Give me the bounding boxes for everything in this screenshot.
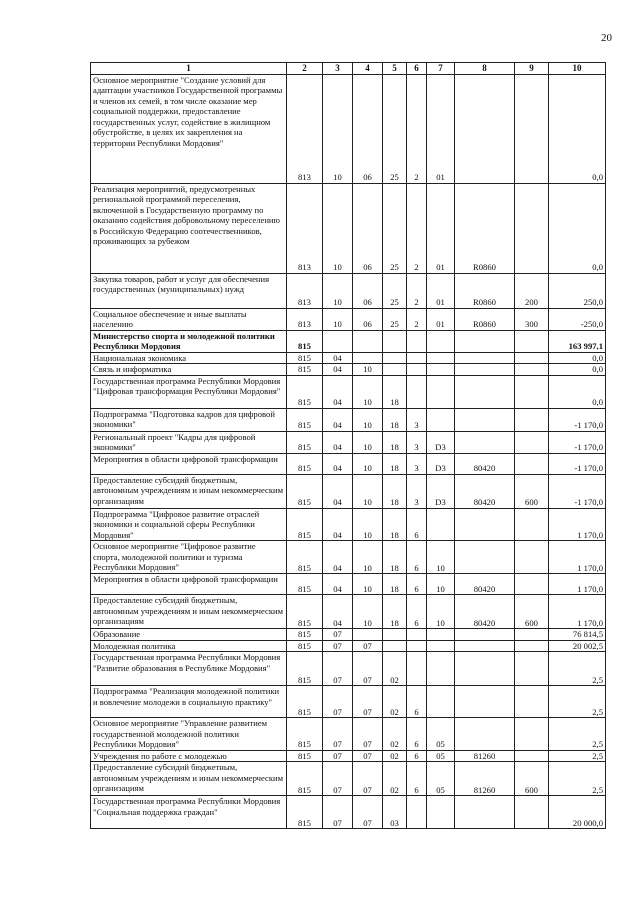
cell-amount: -250,0 (549, 308, 606, 330)
cell-admin-code: 815 (287, 541, 323, 574)
cell-program: 25 (383, 183, 407, 273)
cell-event (427, 640, 455, 652)
cell-program: 18 (383, 431, 407, 453)
cell-amount: -1 170,0 (549, 408, 606, 431)
row-name: Подпрограмма "Реализация молодежной политики и вовлечение молодежи в социальную практику" (91, 686, 287, 718)
cell-subprogram: 3 (407, 431, 427, 453)
row-name: Государственная программа Республики Мордовия "Социальная поддержка граждан" (91, 796, 287, 829)
header-cell: 2 (287, 63, 323, 75)
cell-admin-code: 815 (287, 686, 323, 718)
cell-event (427, 375, 455, 408)
row-name: Государственная программа Республики Мордовия "Цифровая трансформация Республики Мордовия" (91, 375, 287, 408)
table-row (91, 541, 606, 574)
cell-subsection: 07 (353, 652, 383, 686)
cell-section: 07 (323, 796, 353, 829)
row-name: Региональный проект "Кадры для цифровой экономики" (91, 431, 287, 453)
cell-event (427, 796, 455, 829)
cell-section: 04 (323, 431, 353, 453)
row-name: Предоставление субсидий бюджетным, автономным учреждениям и иным некоммерческим организациям (91, 762, 287, 796)
table-row (91, 652, 606, 686)
cell-admin-code: 815 (287, 629, 323, 641)
cell-section: 04 (323, 574, 353, 595)
cell-event (427, 330, 455, 352)
cell-subprogram: 2 (407, 308, 427, 330)
cell-subsection: 07 (353, 718, 383, 751)
cell-admin-code: 813 (287, 74, 323, 183)
cell-direction (455, 796, 515, 829)
cell-subprogram: 6 (407, 750, 427, 762)
cell-expense-type: 200 (515, 273, 549, 308)
cell-admin-code: 815 (287, 750, 323, 762)
cell-amount: 1 170,0 (549, 508, 606, 541)
table-row (91, 273, 606, 308)
cell-subsection: 06 (353, 308, 383, 330)
cell-direction (455, 629, 515, 641)
row-name: Подпрограмма "Цифровое развитие отраслей экономики и социальной сферы Республики Мордовия" (91, 508, 287, 541)
cell-expense-type: 600 (515, 762, 549, 796)
header-cell: 8 (455, 63, 515, 75)
row-name: Подпрограмма "Подготовка кадров для цифровой экономики" (91, 408, 287, 431)
cell-program: 18 (383, 408, 407, 431)
cell-amount: 0,0 (549, 183, 606, 273)
cell-subprogram: 2 (407, 273, 427, 308)
row-name: Государственная программа Республики Мордовия "Развитие образования в Республике Мордовия" (91, 652, 287, 686)
cell-direction: 80420 (455, 595, 515, 629)
cell-amount: 2,5 (549, 652, 606, 686)
header-cell: 4 (353, 63, 383, 75)
cell-admin-code: 815 (287, 652, 323, 686)
cell-section: 04 (323, 408, 353, 431)
cell-expense-type (515, 640, 549, 652)
cell-section: 10 (323, 74, 353, 183)
header-cell: 5 (383, 63, 407, 75)
header-cell: 6 (407, 63, 427, 75)
cell-expense-type (515, 629, 549, 641)
cell-program: 18 (383, 508, 407, 541)
budget-table (90, 62, 606, 829)
cell-direction: R0860 (455, 273, 515, 308)
cell-expense-type (515, 364, 549, 376)
cell-expense-type (515, 431, 549, 453)
cell-program: 02 (383, 750, 407, 762)
cell-section: 07 (323, 640, 353, 652)
table-row (91, 718, 606, 751)
cell-event: 10 (427, 595, 455, 629)
cell-expense-type (515, 453, 549, 474)
header-cell: 10 (549, 63, 606, 75)
table-row (91, 375, 606, 408)
cell-admin-code: 813 (287, 183, 323, 273)
cell-section: 04 (323, 541, 353, 574)
cell-section: 04 (323, 508, 353, 541)
table-row (91, 750, 606, 762)
cell-section (323, 330, 353, 352)
cell-subsection: 06 (353, 183, 383, 273)
cell-event: 10 (427, 541, 455, 574)
table-row (91, 762, 606, 796)
cell-event: 01 (427, 183, 455, 273)
cell-amount: 76 814,5 (549, 629, 606, 641)
cell-direction: 80420 (455, 453, 515, 474)
cell-admin-code: 815 (287, 574, 323, 595)
cell-subprogram: 6 (407, 541, 427, 574)
cell-program: 02 (383, 762, 407, 796)
header-cell: 3 (323, 63, 353, 75)
header-row (91, 63, 606, 75)
cell-program: 18 (383, 574, 407, 595)
cell-program (383, 364, 407, 376)
cell-subsection: 10 (353, 595, 383, 629)
row-name: Образование (91, 629, 287, 641)
cell-program: 18 (383, 474, 407, 508)
row-name: Учреждения по работе с молодежью (91, 750, 287, 762)
cell-event (427, 629, 455, 641)
page-number: 20 (601, 32, 612, 44)
cell-amount: 20 000,0 (549, 796, 606, 829)
cell-direction (455, 74, 515, 183)
cell-direction (455, 541, 515, 574)
cell-subsection: 10 (353, 574, 383, 595)
cell-direction (455, 431, 515, 453)
cell-direction: 80420 (455, 474, 515, 508)
cell-section: 07 (323, 629, 353, 641)
cell-direction (455, 686, 515, 718)
table-row (91, 595, 606, 629)
cell-subsection: 10 (353, 431, 383, 453)
cell-subsection: 06 (353, 273, 383, 308)
cell-section: 07 (323, 652, 353, 686)
cell-amount: 0,0 (549, 375, 606, 408)
cell-program (383, 629, 407, 641)
cell-direction (455, 364, 515, 376)
row-name: Основное мероприятие "Создание условий для адаптации участников Государственной программы и членов их семей, в том числе оказание мер социальной поддержки, предоставление государственных услуг, содействие в жилищном обустройстве, в целях их закрепления на территории Республики Мордовия" (91, 74, 287, 183)
cell-amount: 163 997,1 (549, 330, 606, 352)
cell-program: 02 (383, 718, 407, 751)
table-row (91, 183, 606, 273)
cell-subsection: 07 (353, 640, 383, 652)
table-row (91, 408, 606, 431)
table-row (91, 574, 606, 595)
cell-subprogram (407, 640, 427, 652)
cell-direction (455, 352, 515, 364)
cell-direction: R0860 (455, 308, 515, 330)
header-cell: 7 (427, 63, 455, 75)
cell-subsection (353, 352, 383, 364)
cell-event: 10 (427, 574, 455, 595)
table-row (91, 474, 606, 508)
cell-subprogram: 6 (407, 574, 427, 595)
table-row (91, 364, 606, 376)
cell-amount: 1 170,0 (549, 541, 606, 574)
cell-program: 02 (383, 652, 407, 686)
row-name: Реализация мероприятий, предусмотренных региональной программой переселения, включенной в Государственную программу по оказанию содействия добровольному переселению в Российскую Федерацию соотечественников, проживающих за рубежом (91, 183, 287, 273)
cell-expense-type: 300 (515, 308, 549, 330)
cell-section: 07 (323, 750, 353, 762)
cell-subprogram: 2 (407, 183, 427, 273)
cell-expense-type: 600 (515, 474, 549, 508)
cell-program: 25 (383, 74, 407, 183)
cell-program (383, 640, 407, 652)
table-row (91, 352, 606, 364)
cell-admin-code: 815 (287, 595, 323, 629)
cell-amount: -1 170,0 (549, 431, 606, 453)
cell-amount: 2,5 (549, 750, 606, 762)
table-row (91, 629, 606, 641)
header-cell: 1 (91, 63, 287, 75)
cell-expense-type (515, 796, 549, 829)
cell-amount: -1 170,0 (549, 453, 606, 474)
cell-event: 01 (427, 273, 455, 308)
cell-section: 04 (323, 364, 353, 376)
cell-event: 05 (427, 718, 455, 751)
cell-subprogram: 6 (407, 762, 427, 796)
cell-amount: 1 170,0 (549, 574, 606, 595)
cell-subprogram (407, 330, 427, 352)
cell-program: 18 (383, 541, 407, 574)
cell-event: 05 (427, 762, 455, 796)
cell-amount: 20 002,5 (549, 640, 606, 652)
cell-direction: R0860 (455, 183, 515, 273)
table-row (91, 431, 606, 453)
table-row (91, 796, 606, 829)
table-row (91, 686, 606, 718)
cell-subsection: 10 (353, 375, 383, 408)
cell-event: D3 (427, 453, 455, 474)
cell-subprogram: 6 (407, 686, 427, 718)
cell-amount: 2,5 (549, 686, 606, 718)
cell-amount: 0,0 (549, 352, 606, 364)
cell-subsection: 10 (353, 364, 383, 376)
cell-admin-code: 815 (287, 453, 323, 474)
cell-subprogram: 6 (407, 595, 427, 629)
cell-program: 18 (383, 595, 407, 629)
cell-program (383, 352, 407, 364)
row-name: Предоставление субсидий бюджетным, автономным учреждениям и иным некоммерческим организациям (91, 595, 287, 629)
cell-subsection: 07 (353, 686, 383, 718)
cell-program: 25 (383, 273, 407, 308)
cell-event: D3 (427, 431, 455, 453)
cell-direction: 81260 (455, 750, 515, 762)
row-name: Основное мероприятие "Цифровое развитие спорта, молодежной политики и туризма Республики Мордовия" (91, 541, 287, 574)
cell-event (427, 686, 455, 718)
cell-expense-type (515, 686, 549, 718)
cell-expense-type (515, 352, 549, 364)
cell-section: 07 (323, 762, 353, 796)
cell-admin-code: 815 (287, 352, 323, 364)
cell-direction (455, 640, 515, 652)
cell-subprogram: 6 (407, 508, 427, 541)
cell-amount: 250,0 (549, 273, 606, 308)
cell-event: 01 (427, 74, 455, 183)
row-name: Социальное обеспечение и иные выплаты населению (91, 308, 287, 330)
cell-expense-type: 600 (515, 595, 549, 629)
cell-expense-type (515, 74, 549, 183)
table-row (91, 508, 606, 541)
cell-admin-code: 815 (287, 364, 323, 376)
cell-direction (455, 375, 515, 408)
cell-program: 03 (383, 796, 407, 829)
cell-subprogram (407, 652, 427, 686)
cell-subprogram: 2 (407, 74, 427, 183)
cell-event: 05 (427, 750, 455, 762)
cell-admin-code: 815 (287, 718, 323, 751)
cell-event (427, 408, 455, 431)
cell-subsection: 10 (353, 508, 383, 541)
cell-subsection (353, 629, 383, 641)
cell-subsection: 10 (353, 541, 383, 574)
cell-event (427, 352, 455, 364)
cell-event: 01 (427, 308, 455, 330)
row-name: Закупка товаров, работ и услуг для обеспечения государственных (муниципальных) нужд (91, 273, 287, 308)
cell-subsection: 06 (353, 74, 383, 183)
cell-direction (455, 718, 515, 751)
cell-expense-type (515, 508, 549, 541)
cell-direction: 81260 (455, 762, 515, 796)
row-name: Мероприятия в области цифровой трансформации (91, 574, 287, 595)
cell-amount: -1 170,0 (549, 474, 606, 508)
cell-event: D3 (427, 474, 455, 508)
cell-subprogram: 3 (407, 474, 427, 508)
cell-program: 25 (383, 308, 407, 330)
cell-subsection: 07 (353, 762, 383, 796)
cell-event (427, 364, 455, 376)
cell-expense-type (515, 718, 549, 751)
cell-subsection: 10 (353, 474, 383, 508)
table-row (91, 308, 606, 330)
cell-subsection (353, 330, 383, 352)
cell-expense-type (515, 183, 549, 273)
cell-subprogram: 6 (407, 718, 427, 751)
cell-section: 04 (323, 375, 353, 408)
row-name: Национальная экономика (91, 352, 287, 364)
cell-expense-type (515, 574, 549, 595)
cell-expense-type (515, 652, 549, 686)
cell-section: 04 (323, 595, 353, 629)
cell-program (383, 330, 407, 352)
cell-section: 10 (323, 273, 353, 308)
cell-subprogram (407, 796, 427, 829)
cell-section: 04 (323, 352, 353, 364)
cell-amount: 2,5 (549, 762, 606, 796)
row-name: Молодежная политика (91, 640, 287, 652)
cell-program: 02 (383, 686, 407, 718)
cell-section: 04 (323, 474, 353, 508)
row-name: Мероприятия в области цифровой трансформации (91, 453, 287, 474)
row-name: Предоставление субсидий бюджетным, автономным учреждениям и иным некоммерческим организациям (91, 474, 287, 508)
cell-admin-code: 815 (287, 762, 323, 796)
cell-section: 10 (323, 308, 353, 330)
cell-subprogram: 3 (407, 453, 427, 474)
cell-admin-code: 815 (287, 796, 323, 829)
cell-section: 04 (323, 453, 353, 474)
table-row (91, 453, 606, 474)
cell-admin-code: 813 (287, 308, 323, 330)
cell-expense-type (515, 330, 549, 352)
cell-admin-code: 815 (287, 330, 323, 352)
cell-direction: 80420 (455, 574, 515, 595)
cell-subprogram: 3 (407, 408, 427, 431)
cell-expense-type (515, 408, 549, 431)
cell-subprogram (407, 629, 427, 641)
cell-program: 18 (383, 453, 407, 474)
row-name: Министерство спорта и молодежной политики Республики Мордовия (91, 330, 287, 352)
cell-subsection: 10 (353, 453, 383, 474)
cell-admin-code: 815 (287, 408, 323, 431)
row-name: Связь и информатика (91, 364, 287, 376)
cell-amount: 0,0 (549, 364, 606, 376)
cell-amount: 0,0 (549, 74, 606, 183)
row-name: Основное мероприятие "Управление развитием государственной молодежной политики Республики Мордовия" (91, 718, 287, 751)
cell-admin-code: 813 (287, 273, 323, 308)
cell-subprogram (407, 375, 427, 408)
cell-direction (455, 652, 515, 686)
cell-amount: 1 170,0 (549, 595, 606, 629)
cell-admin-code: 815 (287, 474, 323, 508)
cell-amount: 2,5 (549, 718, 606, 751)
cell-admin-code: 815 (287, 375, 323, 408)
table-row (91, 74, 606, 183)
cell-expense-type (515, 375, 549, 408)
cell-subsection: 07 (353, 796, 383, 829)
cell-expense-type (515, 541, 549, 574)
cell-event (427, 652, 455, 686)
cell-admin-code: 815 (287, 431, 323, 453)
cell-direction (455, 408, 515, 431)
cell-direction (455, 330, 515, 352)
cell-subsection: 07 (353, 750, 383, 762)
cell-section: 10 (323, 183, 353, 273)
cell-admin-code: 815 (287, 508, 323, 541)
cell-event (427, 508, 455, 541)
header-cell: 9 (515, 63, 549, 75)
cell-expense-type (515, 750, 549, 762)
cell-admin-code: 815 (287, 640, 323, 652)
cell-program: 18 (383, 375, 407, 408)
cell-direction (455, 508, 515, 541)
table-row (91, 640, 606, 652)
cell-subprogram (407, 364, 427, 376)
table-row (91, 330, 606, 352)
cell-subprogram (407, 352, 427, 364)
cell-section: 07 (323, 686, 353, 718)
cell-subsection: 10 (353, 408, 383, 431)
cell-section: 07 (323, 718, 353, 751)
